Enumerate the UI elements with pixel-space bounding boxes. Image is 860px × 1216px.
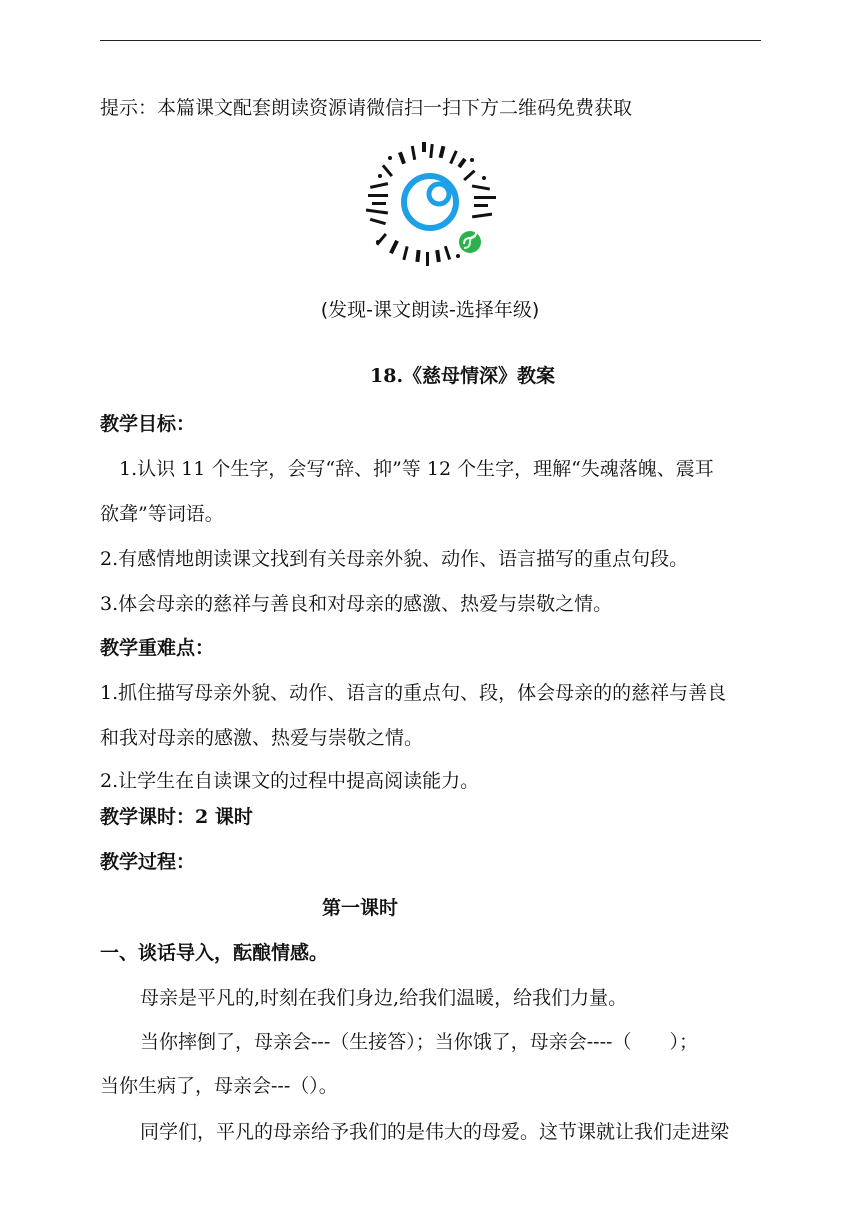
paragraph-3-line-1: 同学们，平凡的母亲给予我们的是伟大的母爱。这节课就让我们走进梁 (140, 1121, 730, 1143)
paragraph-2-line-1: 当你摔倒了，母亲会---（生接答）；当你饿了，母亲会----（ ）； (140, 1031, 698, 1053)
paragraph-2-line-2: 当你生病了，母亲会---（）。 (100, 1075, 338, 1097)
process-heading: 教学过程： (100, 851, 196, 873)
objective-2: 2.有感情地朗读课文找到有关母亲外貌、动作、语言描写的重点句段。 (100, 548, 689, 570)
section-1-heading: 一、谈话导入，酝酿情感。 (100, 942, 329, 964)
qr-code-icon[interactable] (360, 138, 500, 270)
objective-1-line-1: 1.认识 11 个生字，会写“辞、抑”等 12 个生字，理解“失魂落魄、震耳 (119, 458, 714, 480)
paragraph-1: 母亲是平凡的,时刻在我们身边,给我们温暖，给我们力量。 (140, 987, 628, 1009)
objective-1-line-2: 欲聋”等词语。 (100, 503, 224, 525)
key-points-heading: 教学重难点： (100, 637, 215, 659)
objectives-heading: 教学目标： (100, 413, 196, 435)
lesson-heading: 第一课时 (322, 897, 399, 919)
key-point-1-line-2: 和我对母亲的感激、热爱与崇敬之情。 (100, 727, 424, 749)
mini-program-badge-icon (459, 231, 481, 253)
qr-caption: (发现-课文朗读-选择年级) (320, 299, 540, 321)
key-point-1-line-1: 1.抓住描写母亲外貌、动作、语言的重点句、段，体会母亲的的慈祥与善良 (100, 682, 727, 704)
resource-notice: 提示：本篇课文配套朗读资源请微信扫一扫下方二维码免费获取 (100, 97, 633, 119)
objective-3: 3.体会母亲的慈祥与善良和对母亲的感激、热爱与崇敬之情。 (100, 593, 613, 615)
header-rule (100, 40, 761, 41)
class-hours: 教学课时：2 课时 (100, 806, 253, 828)
page-title: 18.《慈母情深》教案 (370, 365, 556, 387)
key-point-2: 2.让学生在自读课文的过程中提高阅读能力。 (100, 770, 480, 792)
